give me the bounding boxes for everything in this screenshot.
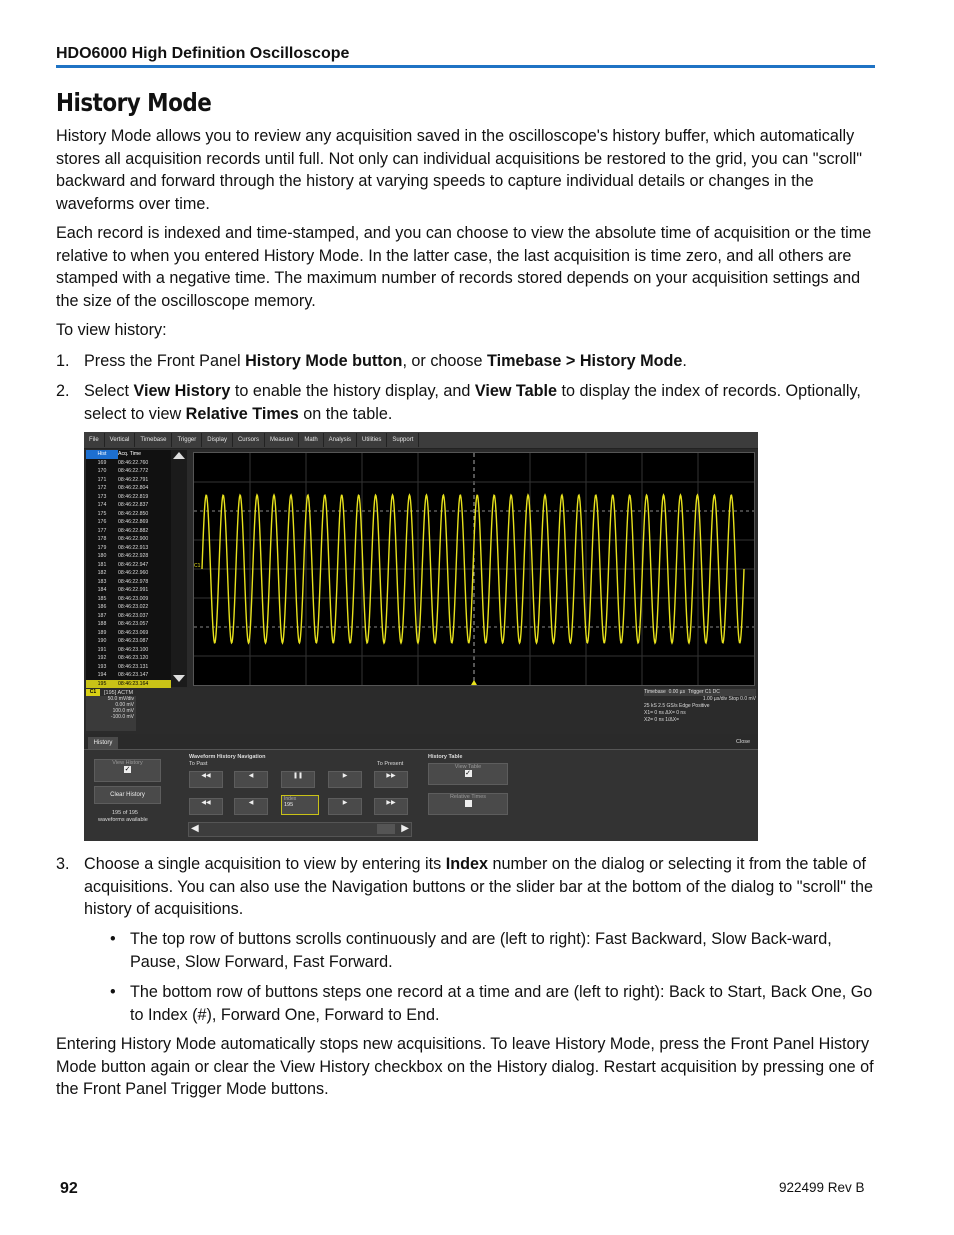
table-row[interactable]: 178 08:46:22.900: [97, 536, 149, 542]
forward-one-icon: ▶: [342, 800, 348, 806]
paragraph-intro: History Mode allows you to review any acquisition saved in the oscilloscope's history buffer, which automatically stores all acquisition records until full. Not only can individual acquisitions be restored to the grid, you can "scroll" backward and forward through the history at varying speeds to capture individual details or changes in the waveforms over time.: [56, 127, 862, 213]
bullet-top-row: • The top row of buttons scrolls continuously and are (left to right): Fast Backward, Slow Back-ward, Pause, Slow Forward, Fast Forward.: [110, 930, 832, 971]
history-table: [86, 450, 171, 687]
bullet-bottom-row: • The bottom row of buttons steps one record at a time and are (left to right): Back to Start, Back One, Go to Index (#), Forward One, Forward to End.: [110, 983, 873, 1024]
back-to-start-icon: ◀◀: [201, 800, 211, 806]
fast-forward-icon: ▶▶: [386, 773, 396, 779]
table-row[interactable]: 177 08:46:22.882: [97, 527, 149, 534]
paragraph-to-view: To view history:: [56, 321, 167, 339]
channel-c1-descriptor[interactable]: 50.0 mV/div 0.00 mV 100.0 mV -100.0 mV: [86, 696, 136, 731]
running-header: HDO6000 High Definition Oscilloscope: [56, 45, 350, 62]
tab-history[interactable]: History: [88, 737, 118, 749]
slider-left-icon: ◀: [191, 823, 199, 834]
view-table-checkbox[interactable]: View Table ✓: [428, 763, 508, 785]
scroll-down-icon: [173, 675, 185, 682]
table-row[interactable]: 174 08:46:22.837: [97, 502, 149, 508]
menu-utilities[interactable]: Utilities: [357, 433, 387, 447]
document-revision: 922499 Rev B: [779, 1180, 865, 1195]
back-to-start-button[interactable]: [189, 798, 223, 815]
forward-to-end-icon: ▶▶: [386, 800, 396, 806]
channel-c1-marker: C1: [194, 563, 201, 569]
bullet-icon: •: [110, 930, 116, 948]
menu-measure[interactable]: Measure: [265, 433, 299, 447]
table-row[interactable]: 175 08:46:22.850: [97, 510, 149, 517]
menu-display[interactable]: Display: [202, 433, 233, 447]
menu-vertical[interactable]: Vertical: [105, 433, 136, 447]
table-row[interactable]: 193 08:46:23.131: [97, 663, 149, 670]
table-row[interactable]: 184 08:46:22.991: [97, 587, 149, 593]
step-3: 3. Choose a single acquisition to view by entering its Index number on the dialog or selecting it from the table of acquisitions. You can also use the Navigation buttons or the slider bar at the bottom of the dialog to "scroll" the history of acquisitions.: [56, 855, 873, 918]
step-2: 2. Select View History to enable the history display, and View Table to display the index of records. Optionally, select to view Relative Times on the table.: [56, 382, 861, 423]
channel-c1-tag[interactable]: C1: [86, 689, 100, 696]
table-row[interactable]: 183 08:46:22.978: [97, 578, 149, 585]
back-one-button[interactable]: [234, 798, 268, 815]
nav-title: Waveform History Navigation: [189, 754, 266, 760]
checkmark-icon: ✓: [465, 770, 471, 777]
paragraph-closing: Entering History Mode automatically stops new acquisitions. To leave History Mode, press the Front Panel History Mode button again or clear the View History checkbox on the History dialog. Restart acquisition by pressing one of the Front Panel Trigger Mode buttons.: [56, 1035, 874, 1098]
step-1: 1. Press the Front Panel History Mode button, or choose Timebase > History Mode.: [56, 352, 687, 370]
scope-menu-bar: [84, 432, 758, 449]
table-row[interactable]: 170 08:46:22.772: [97, 468, 149, 474]
table-row[interactable]: 185 08:46:23.009: [97, 595, 149, 602]
to-present-label: To Present: [377, 761, 404, 767]
slow-forward-button[interactable]: [328, 771, 362, 788]
fast-backward-button[interactable]: [189, 771, 223, 788]
paragraph-index: Each record is indexed and time-stamped, and you can choose to view the absolute time of acquisition or the time relative to when you entered History Mode. In the latter case, the last acquisition is time zero, and all others are stamped with a negative time. The maximum number of records stored depends on your acquisition settings and the size of the oscilloscope memory.: [56, 224, 872, 310]
oscilloscope-screenshot: [84, 432, 758, 841]
clear-history-button[interactable]: Clear History: [94, 786, 161, 804]
table-row[interactable]: 190 08:46:23.087: [97, 638, 149, 644]
trigger-position-icon: [471, 680, 477, 685]
to-past-label: To Past: [189, 761, 208, 767]
slow-backward-button[interactable]: [234, 771, 268, 788]
table-scrollbar[interactable]: [171, 450, 187, 687]
waveform-count: 195 of 195: [112, 810, 138, 816]
table-row[interactable]: 194 08:46:23.147: [97, 672, 149, 678]
table-row[interactable]: 189 08:46:23.069: [97, 629, 149, 636]
menu-analysis[interactable]: Analysis: [324, 433, 357, 447]
fast-forward-button[interactable]: [374, 771, 408, 788]
c1-status: [195] ACTM: [104, 690, 134, 696]
table-row[interactable]: 172 08:46:22.804: [97, 485, 149, 491]
fast-backward-icon: ◀◀: [201, 773, 211, 779]
menu-math[interactable]: Math: [299, 433, 323, 447]
table-row[interactable]: 195 08:46:23.164: [86, 680, 171, 689]
table-row[interactable]: 187 08:46:23.037: [97, 612, 149, 619]
table-row[interactable]: 180 08:46:22.928: [97, 553, 149, 559]
slow-backward-icon: ◀: [248, 773, 254, 779]
table-row[interactable]: 176 08:46:22.869: [97, 519, 149, 525]
view-history-checkbox[interactable]: View History ✓: [94, 759, 161, 782]
history-slider[interactable]: [188, 822, 412, 837]
table-row[interactable]: 186 08:46:23.022: [97, 604, 149, 610]
close-button[interactable]: Close: [736, 739, 751, 745]
scroll-up-icon: [173, 452, 185, 459]
pause-button[interactable]: [281, 771, 315, 788]
index-input[interactable]: Index 195: [281, 795, 319, 815]
history-table-header: Hist Acq. Time: [86, 450, 171, 459]
page-number: 92: [60, 1180, 78, 1197]
table-row[interactable]: 192 08:46:23.120: [97, 655, 149, 661]
slow-forward-icon: ▶: [342, 773, 348, 779]
history-table-title: History Table: [428, 754, 463, 760]
slider-right-icon: ▶: [401, 823, 409, 834]
forward-one-button[interactable]: [328, 798, 362, 815]
empty-checkbox-icon: [465, 800, 472, 807]
menu-cursors[interactable]: Cursors: [233, 433, 265, 447]
history-dialog: [84, 749, 758, 841]
waveform-grid: [193, 452, 755, 686]
pause-icon: ❚❚: [292, 773, 304, 779]
menu-file[interactable]: File: [84, 433, 105, 447]
relative-times-checkbox[interactable]: Relative Times: [428, 793, 508, 815]
header-rule: [56, 65, 875, 68]
table-row[interactable]: 191 08:46:23.100: [97, 646, 149, 653]
table-row[interactable]: 179 08:46:22.913: [97, 544, 149, 551]
menu-trigger[interactable]: Trigger: [172, 433, 202, 447]
section-title: History Mode: [56, 88, 212, 117]
back-one-icon: ◀: [248, 800, 254, 806]
timebase-trigger-descriptor[interactable]: Timebase 0.00 µs Trigger C1 DC 1.00 µs/div Stop 0.0 mV 25 kS 2.5 GS/s Edge Positive X1= 0 ns ΔX= 0 ns X2= 0 ns 1/ΔX=: [644, 689, 756, 723]
table-row[interactable]: 173 08:46:22.819: [97, 493, 149, 500]
waveform-count-label: waveforms available: [98, 817, 148, 823]
menu-timebase[interactable]: Timebase: [135, 433, 172, 447]
menu-support[interactable]: Support: [387, 433, 419, 447]
table-row[interactable]: 171 08:46:22.791: [97, 476, 149, 483]
table-row[interactable]: 188 08:46:23.057: [97, 621, 149, 627]
bullet-icon: •: [110, 983, 116, 1001]
slider-thumb[interactable]: [377, 824, 395, 834]
table-row[interactable]: 182 08:46:22.960: [97, 570, 149, 576]
table-row[interactable]: 181 08:46:22.947: [97, 561, 149, 568]
checkmark-icon: ✓: [124, 766, 131, 773]
forward-to-end-button[interactable]: [374, 798, 408, 815]
table-row[interactable]: 169 08:46:22.760: [97, 459, 149, 466]
